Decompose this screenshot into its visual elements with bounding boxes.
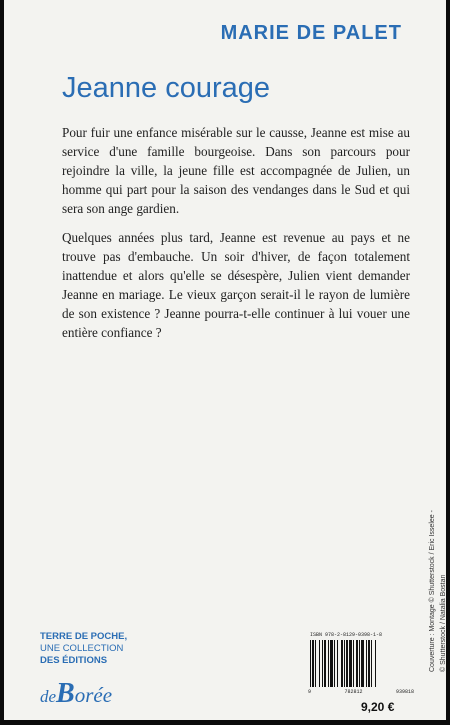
barcode-bar [344,640,345,687]
barcode-bar [366,640,367,687]
barcode-bar [371,640,372,687]
barcode-bar [334,640,335,687]
cover-credits [427,510,449,672]
barcode-digit-group: 782812 [344,689,363,695]
barcode-bar [375,640,376,687]
blurb-paragraph: Pour fuir une enfance misérable sur le causse, Jeanne est mise au service d'une famille bourgeoise. Dans son parcours pour rejoindre la ville, la jeune fille est accompagnée de Julien, un homme qui part pour la saison des vendanges dans le Sud et qui sera son ange gardien. [62,125,410,216]
price: 9,20 € [361,700,395,714]
barcode-bar [368,640,370,687]
barcode-bar [353,640,354,687]
barcode-bar [315,640,316,687]
imprint-line: UNE COLLECTION [40,643,124,654]
logo-initial: B [56,678,75,709]
barcode-bar [337,640,338,687]
barcode-bar [330,640,333,687]
barcode-bar [349,640,352,687]
credits-line: Couverture : Montage © Shutterstock / Eric Isselee - [429,510,436,672]
barcode [308,640,414,687]
barcode-digits [308,689,414,695]
publisher-logo [40,678,112,710]
barcode-bar [328,640,329,687]
barcode-bar [322,640,323,687]
logo-de: de [40,687,57,706]
isbn-text: ISBN 978-2-8129-0398-1-8 [310,632,383,638]
barcode-bar [356,640,358,687]
barcode-bar [324,640,326,687]
barcode-digit-group: 939818 [395,689,414,695]
barcode-bar [341,640,343,687]
barcode-bar [319,640,320,687]
barcode-bar [312,640,314,687]
blurb [62,123,410,352]
back-cover [4,0,446,720]
barcode-digit-group: 9 [308,689,312,695]
barcode-bar [310,640,311,687]
barcode-bar [359,640,360,687]
imprint-line: TERRE DE POCHE, [40,631,128,642]
imprint-text [40,631,127,667]
author-name: MARIE DE PALET [220,22,402,44]
blurb-paragraph: Quelques années plus tard, Jeanne est revenue au pays et ne trouve pas d'embauche. Un soir d'hiver, de façon totalement inattendue et alors qu'elle se désespère, Julien vient demander Jeanne en mariage. Le vieux garçon serait-il le rayon de lumière de son existence ? Jeanne pourra-t-elle continuer à lui vouer une entière confiance ? [62,230,410,340]
book-title: Jeanne courage [62,72,270,104]
barcode-bar [361,640,364,687]
logo-rest: orée [74,683,113,707]
barcode-bar [346,640,348,687]
imprint-line: DES ÉDITIONS [40,655,108,666]
credits-line: © Shutterstock / Natalia Bostan [440,574,447,672]
